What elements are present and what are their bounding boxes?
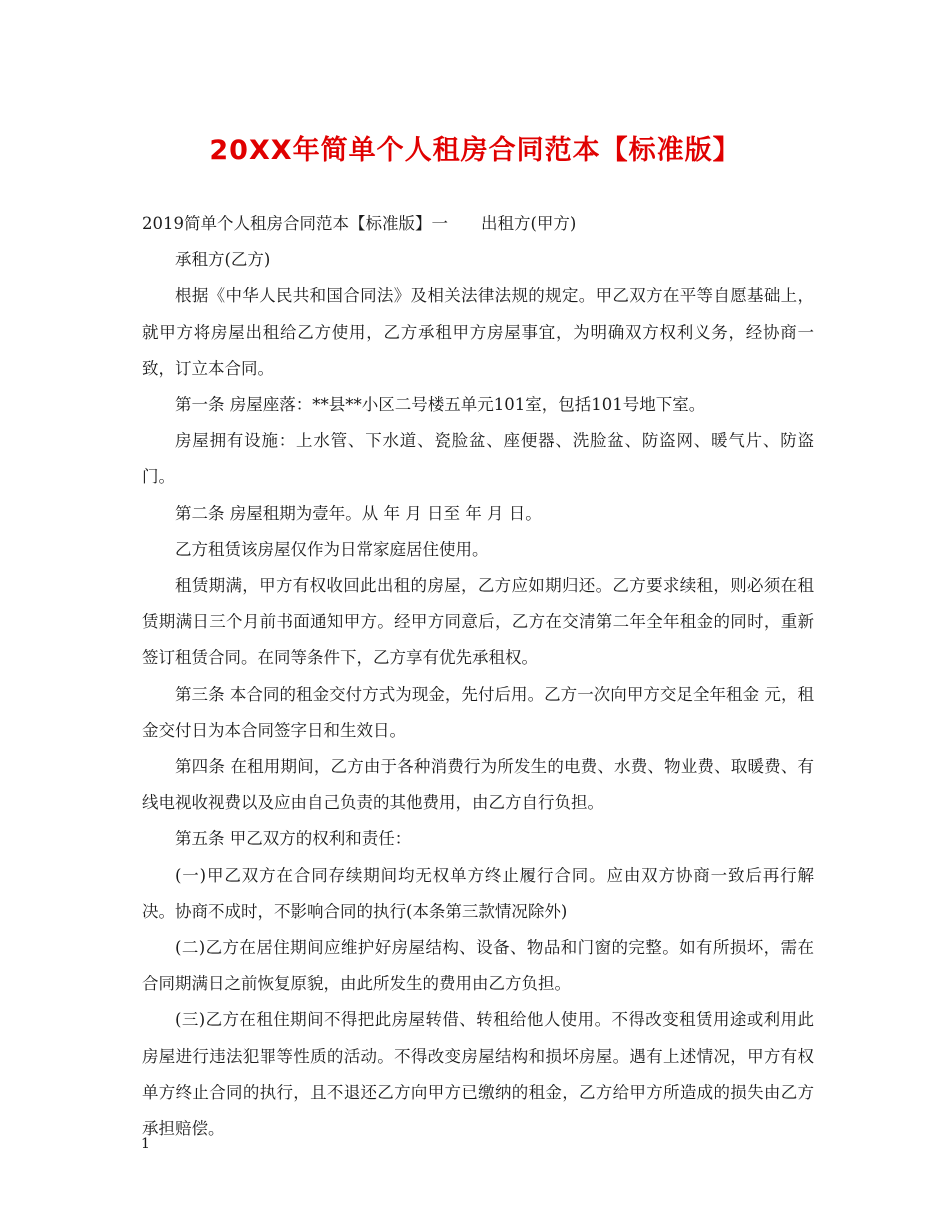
paragraph-lessee: 承租方(乙方) (175, 250, 271, 270)
paragraph-article-4: 第四条 在租用期间，乙方由于各种消费行为所发生的电费、水费、物业费、取暖费、有线电视收视费以及应由自己负责的其他费用，由乙方自行负担。 (142, 757, 814, 813)
paragraph-basis: 根据《中华人民共和国合同法》及相关法律法规的规定。甲乙双方在平等自愿基础上，就甲方将房屋出租给乙方使用，乙方承租甲方房屋事宜，为明确双方权利义务，经协商一致，订立本合同。 (142, 286, 814, 378)
page-number: 1 (141, 1136, 150, 1152)
paragraph-clause-2: (二)乙方在居住期间应维护好房屋结构、设备、物品和门窗的完整。如有所损坏，需在合同期满日之前恢复原貌，由此所发生的费用由乙方负担。 (142, 938, 814, 994)
paragraph-usage: 乙方租赁该房屋仅作为日常家庭居住使用。 (175, 539, 489, 559)
document-body (142, 206, 814, 1147)
paragraph-article-2: 第二条 房屋租期为壹年。从 年 月 日至 年 月 日。 (175, 503, 542, 523)
paragraph-article-5: 第五条 甲乙双方的权利和责任： (175, 829, 412, 849)
paragraph-article-1: 第一条 房屋座落：**县**小区二号楼五单元101室，包括101号地下室。 (175, 395, 706, 415)
document-title: 20XX年简单个人租房合同范本【标准版】 (209, 135, 741, 166)
paragraph-renewal: 租赁期满，甲方有权收回此出租的房屋，乙方应如期归还。乙方要求续租，则必须在租赁期满日三个月前书面通知甲方。经甲方同意后，乙方在交清第二年全年租金的同时，重新签订租赁合同。在同等条件下，乙方享有优先承租权。 (142, 576, 814, 668)
paragraph-intro: 2019简单个人租房合同范本【标准版】一 出租方(甲方) (142, 214, 577, 233)
paragraph-clause-3: (三)乙方在租住期间不得把此房屋转借、转租给他人使用。不得改变租赁用途或利用此房屋进行违法犯罪等性质的活动。不得改变房屋结构和损坏房屋。遇有上述情况，甲方有权单方终止合同的执行，且不退还乙方向甲方已缴纳的租金，乙方给甲方所造成的损失由乙方承担赔偿。 (142, 1010, 814, 1139)
paragraph-clause-1: (一)甲乙双方在合同存续期间均无权单方终止履行合同。应由双方协商一致后再行解决。协商不成时，不影响合同的执行(本条第三款情况除外) (142, 865, 814, 921)
paragraph-article-3: 第三条 本合同的租金交付方式为现金，先付后用。乙方一次向甲方交足全年租金 元，租金交付日为本合同签字日和生效日。 (142, 684, 814, 740)
paragraph-facilities: 房屋拥有设施：上水管、下水道、瓷脸盆、座便器、洗脸盆、防盗网、暖气片、防盗门。 (142, 431, 814, 487)
